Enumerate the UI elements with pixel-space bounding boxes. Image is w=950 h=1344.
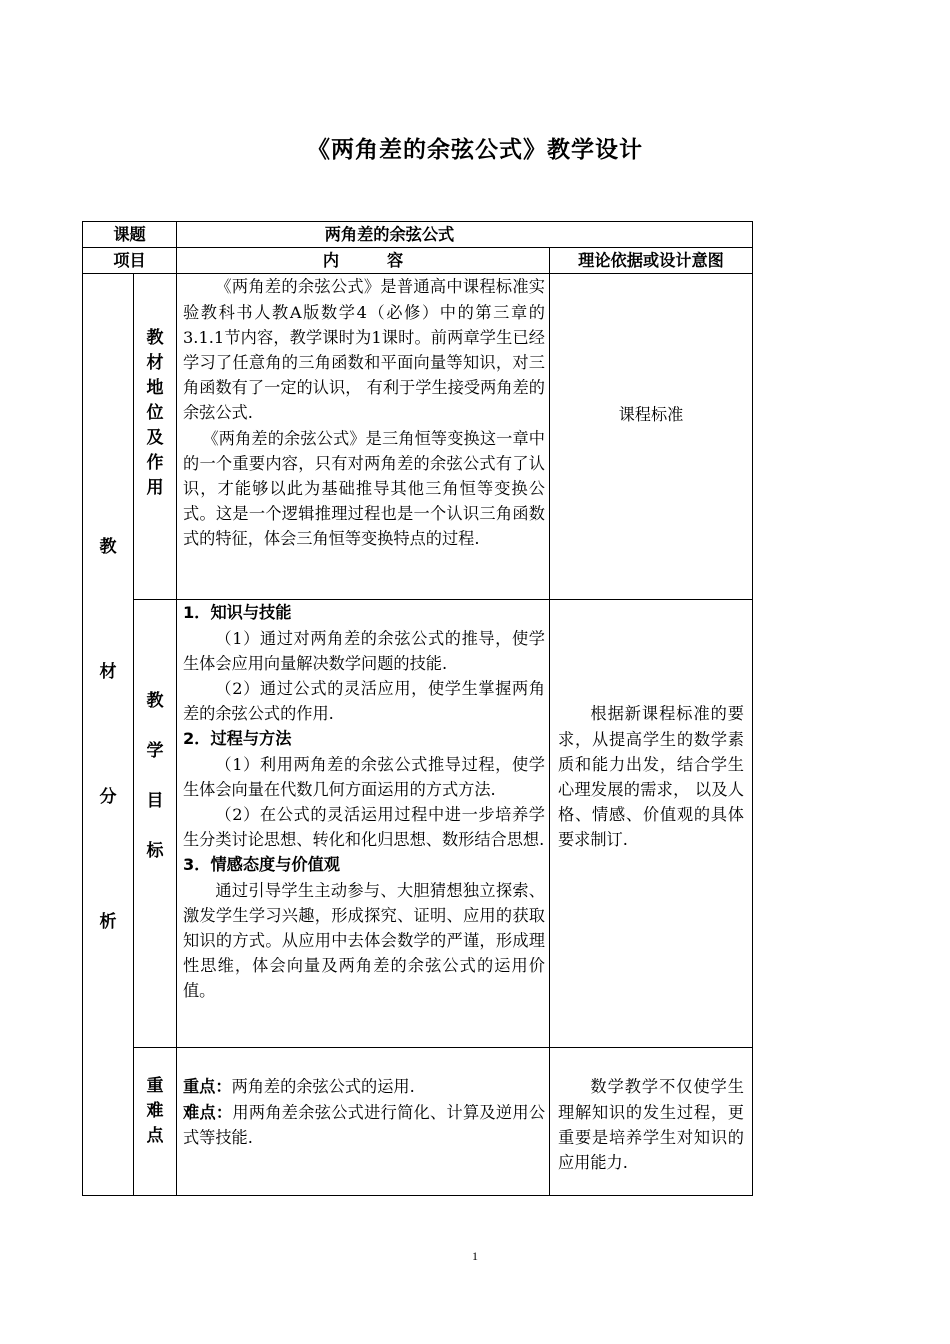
row-label-char: 重	[146, 1076, 164, 1097]
goal-heading: 1．知识与技能	[183, 603, 292, 623]
content-paragraph: 《两角差的余弦公式》是普通高中课程标准实验教科书人教A版数学4（必修）中的第三章的3.1.1节内容，教学课时为1课时。前两章学生已经学习了任意角的三角函数和平面向量等知识，对三角函数有了一定的认识， 有利于学生接受两角差的余弦公式.	[183, 277, 545, 423]
page-number: 1	[472, 1249, 478, 1263]
row-label	[134, 326, 176, 501]
row-label-char: 材	[146, 353, 164, 374]
key-point-label: 重点：	[183, 1077, 232, 1097]
row-label-char: 点	[146, 1126, 164, 1147]
section-label-cell	[83, 274, 134, 1196]
section-char: 析	[99, 911, 117, 932]
row-key-points	[83, 1048, 753, 1196]
difficult-point-label: 难点：	[183, 1102, 233, 1122]
row-content	[177, 1048, 550, 1196]
goal-item: （1）通过对两角差的余弦公式的推导，使学生体会应用向量解决数学问题的技能.	[183, 628, 545, 673]
goal-item: （2）通过公式的灵活应用，使学生掌握两角差的余弦公式的作用.	[183, 679, 545, 724]
goal-heading: 2．过程与方法	[183, 729, 292, 749]
content-label-text: 内容	[322, 251, 452, 271]
row-rationale	[550, 600, 753, 1048]
topic-value: 两角差的余弦公式	[177, 222, 753, 248]
difficult-point	[183, 1100, 545, 1150]
rationale-label: 理论依据或设计意图	[550, 248, 753, 274]
section-char: 材	[99, 661, 117, 682]
document-title: 《两角差的余弦公式》教学设计	[307, 137, 643, 163]
row-rationale	[550, 1048, 753, 1196]
content-label	[177, 248, 550, 274]
teaching-design-table	[82, 221, 753, 1196]
goal-heading: 3．情感态度与价值观	[183, 855, 340, 875]
goal-item: （1）利用两角差的余弦公式推导过程，使学生体会向量在代数几何方面运用的方式方法.	[183, 754, 545, 799]
row-label-char: 教	[146, 691, 164, 712]
row-label-char: 教	[146, 328, 164, 349]
section-char: 教	[99, 536, 117, 557]
row-label	[134, 1074, 176, 1149]
row-label-char: 及	[146, 428, 164, 449]
row-label	[134, 676, 176, 876]
row-label-char: 标	[146, 841, 164, 862]
content-paragraph: 《两角差的余弦公式》是三角恒等变换这一章中的一个重要内容，只有对两角差的余弦公式有了认识，才能够以此为基础推导其他三角恒等变换公式。这是一个逻辑推理过程也是一个认识三角函数式的特征，体会三角恒等变换特点的过程.	[183, 428, 545, 549]
section-label	[83, 535, 133, 935]
row-label-char: 作	[146, 453, 164, 474]
row-teaching-goals	[83, 600, 753, 1048]
key-point-text: 两角差的余弦公式的运用.	[231, 1077, 415, 1097]
row-label-char: 难	[146, 1101, 164, 1122]
topic-label: 课题	[83, 222, 177, 248]
section-char: 分	[99, 786, 117, 807]
row-label-char: 学	[146, 741, 164, 762]
rationale-text: 根据新课程标准的要求，从提高学生的数学素质和能力出发，结合学生心理发展的需求， 以及人格、情感、价值观的具体要求制订.	[558, 704, 744, 850]
row-label-cell	[134, 274, 177, 600]
key-point	[183, 1074, 545, 1099]
item-label: 项目	[83, 248, 177, 274]
row-label-cell	[134, 1048, 177, 1196]
row-rationale: 课程标准	[550, 274, 753, 600]
goal-item: 通过引导学生主动参与、大胆猜想独立探索、激发学生学习兴趣，形成探究、证明、应用的获取知识的方式。从应用中去体会数学的严谨，形成理性思维，体会向量及两角差的余弦公式的运用价值。	[183, 880, 545, 1001]
row-textbook-position	[83, 274, 753, 600]
row-label-cell	[134, 600, 177, 1048]
row-label-char: 位	[146, 403, 164, 424]
topic-row	[83, 222, 753, 248]
difficult-point-text: 用两角差余弦公式进行简化、计算及逆用公式等技能.	[183, 1102, 546, 1147]
row-content	[177, 600, 550, 1048]
header-row	[83, 248, 753, 274]
rationale-text: 数学教学不仅使学生理解知识的发生过程，更重要是培养学生对知识的应用能力.	[558, 1077, 744, 1173]
row-label-char: 用	[146, 478, 164, 499]
goal-item: （2）在公式的灵活运用过程中进一步培养学生分类讨论思想、转化和化归思想、数形结合思想.	[183, 805, 545, 850]
row-label-char: 目	[146, 791, 164, 812]
row-content	[177, 274, 550, 600]
row-label-char: 地	[146, 378, 164, 399]
